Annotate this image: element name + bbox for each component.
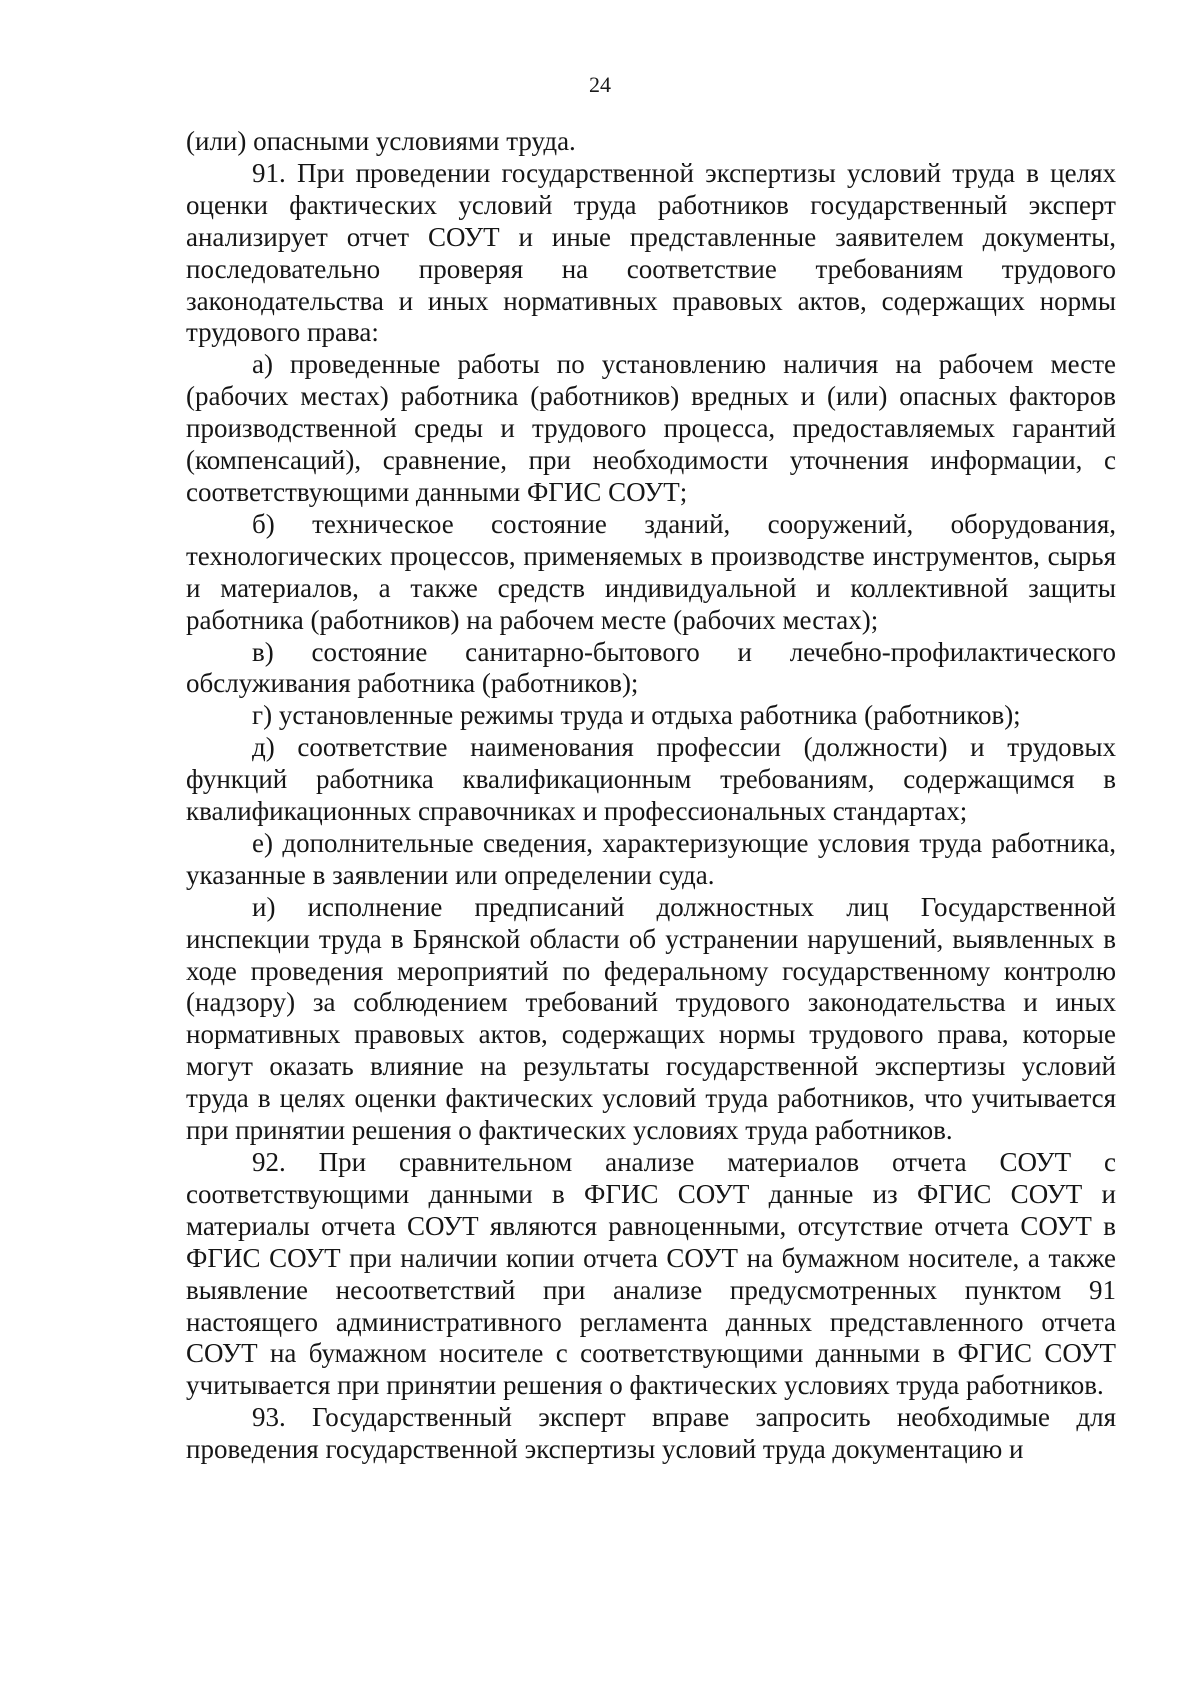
paragraph-91-g: г) установленные режимы труда и отдыха работника (работников); <box>252 700 1021 731</box>
paragraph-93: 93. Государственный эксперт вправе запросить необходимые для проведения государственной экспертизы условий труда документацию и <box>186 1402 1116 1465</box>
paragraph-91-v: в) состояние санитарно-бытового и лечебно-профилактического обслуживания работника (работников); <box>186 636 1116 699</box>
document-body <box>186 126 1116 1466</box>
paragraph-91-e: е) дополнительные сведения, характеризующие условия труда работника, указанные в заявлении или определении суда. <box>186 827 1116 890</box>
paragraph-91-b: б) техническое состояние зданий, сооружений, оборудования, технологических процессов, применяемых в производстве инструментов, сырья и материалов, а также средств индивидуальной и коллективной защиты работника (работников) на рабочем месте (рабочих местах); <box>186 508 1116 635</box>
paragraph-continuation: (или) опасными условиями труда. <box>186 126 576 156</box>
paragraph-91: 91. При проведении государственной экспертизы условий труда в целях оценки фактических условий труда работников государственный эксперт анализирует отчет СОУТ и иные представленные заявителем документы, последовательно проверяя на соответствие требованиям трудового законодательства и иных нормативных правовых актов, содержащих нормы трудового права: <box>186 157 1116 348</box>
paragraph-91-a: а) проведенные работы по установлению наличия на рабочем месте (рабочих местах) работника (работников) вредных и (или) опасных факторов производственной среды и трудового процесса, предоставляемых гарантий (компенсаций), сравнение, при необходимости уточнения информации, с соответствующими данными ФГИС СОУТ; <box>186 349 1116 507</box>
paragraph-92: 92. При сравнительном анализе материалов отчета СОУТ с соответствующими данными в ФГИС СОУТ данные из ФГИС СОУТ и материалы отчета СОУТ являются равноценными, отсутствие отчета СОУТ в ФГИС СОУТ при наличии копии отчета СОУТ на бумажном носителе, а также выявление несоответствий при анализе предусмотренных пунктом 91 настоящего административного регламента данных представленного отчета СОУТ на бумажном носителе с соответствующими данными в ФГИС СОУТ учитывается при принятии решения о фактических условиях труда работников. <box>186 1147 1116 1401</box>
paragraph-91-d: д) соответствие наименования профессии (должности) и трудовых функций работника квалификационным требованиям, содержащимся в квалификационных справочниках и профессиональных стандартах; <box>186 732 1116 827</box>
page-number: 24 <box>589 72 611 97</box>
paragraph-91-i: и) исполнение предписаний должностных лиц Государственной инспекции труда в Брянской области об устранении нарушений, выявленных в ходе проведения мероприятий по федеральному государственному контролю (надзору) за соблюдением требований трудового законодательства и иных нормативных правовых актов, содержащих нормы трудового права, которые могут оказать влияние на результаты государственной экспертизы условий труда в целях оценки фактических условий труда работников, что учитывается при принятии решения о фактических условиях труда работников. <box>186 891 1116 1146</box>
